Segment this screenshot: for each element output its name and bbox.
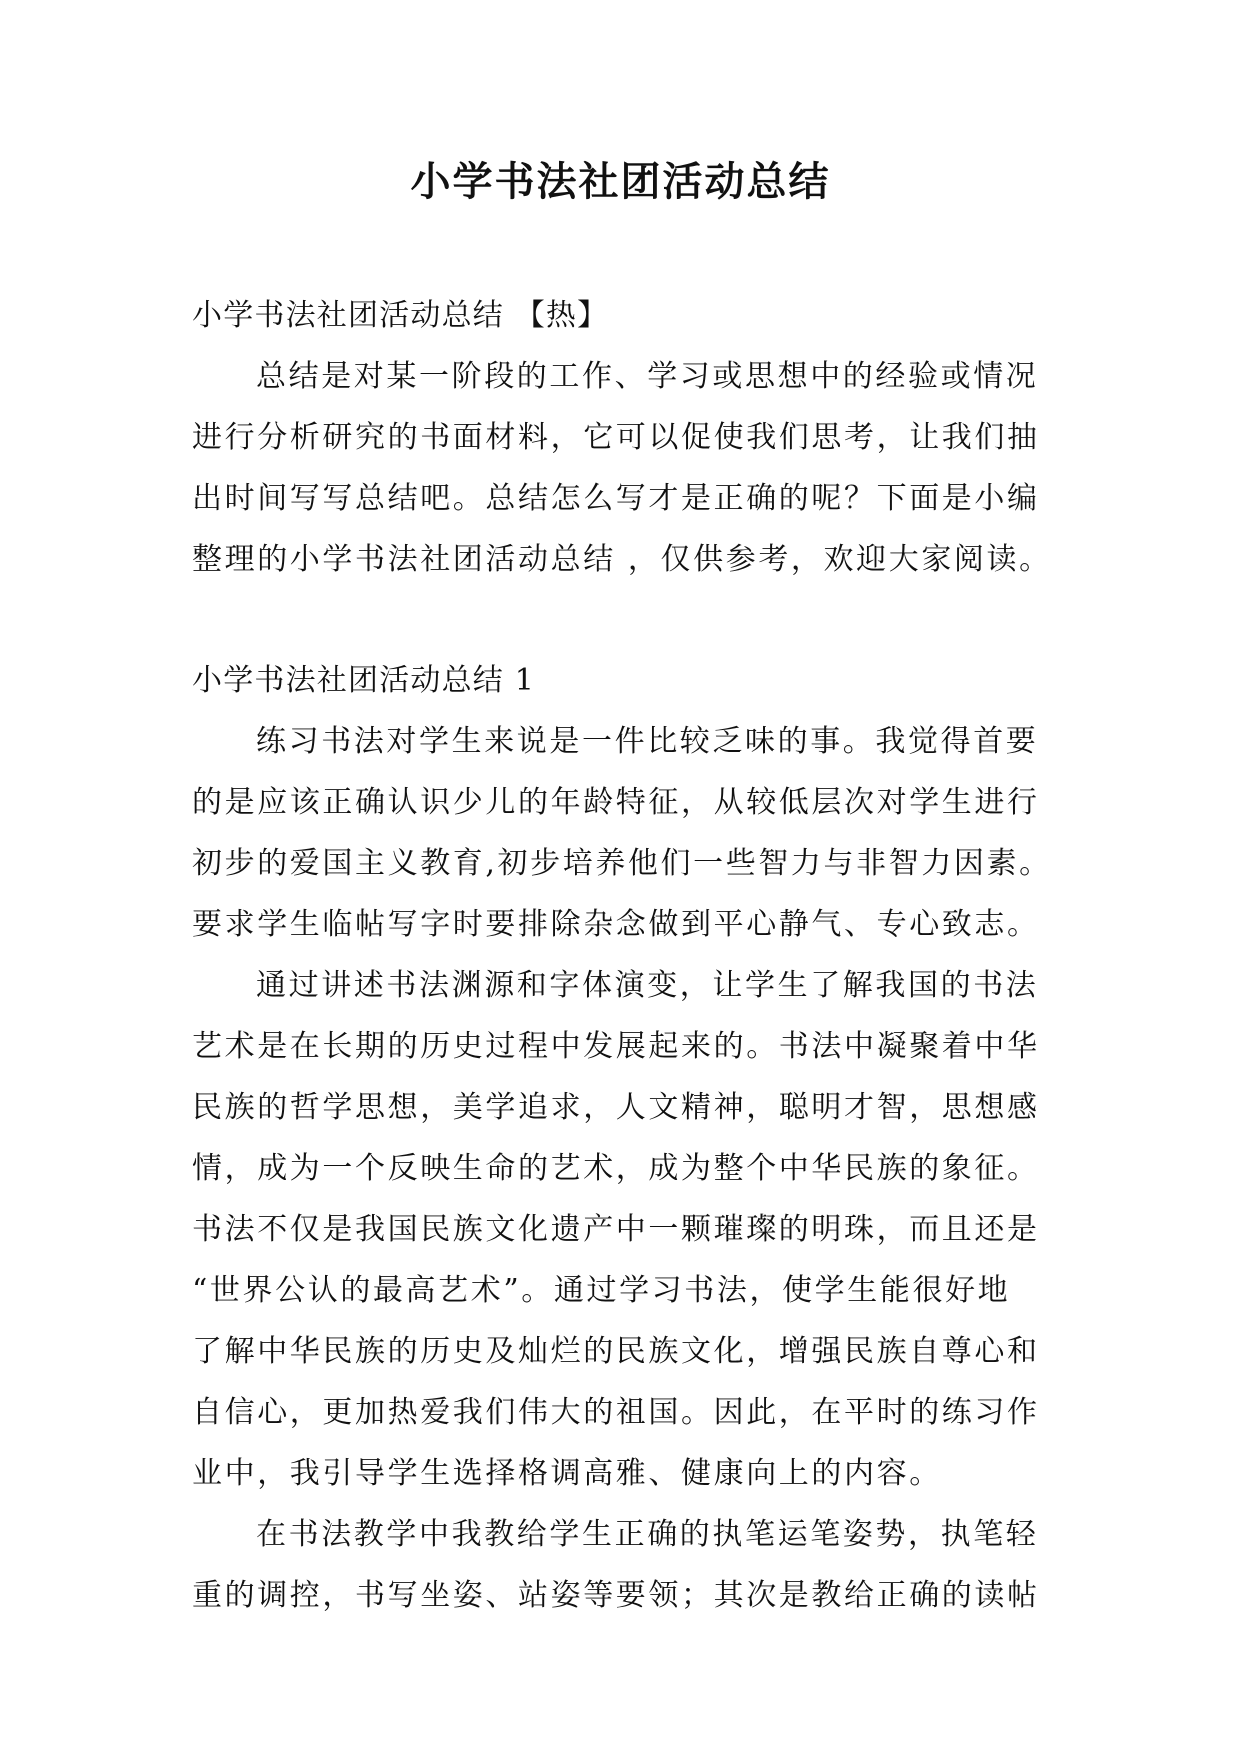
paragraph-line: 艺术是在长期的历史过程中发展起来的。书法中凝聚着中华 [192, 1029, 1040, 1064]
paragraph-line: 进行分析研究的书面材料，它可以促使我们思考，让我们抽 [192, 420, 1040, 455]
section-paragraph [192, 955, 1048, 1504]
intro-paragraph [192, 346, 1052, 590]
paragraph-line: 业中，我引导学生选择格调高雅、健康向上的内容。 [192, 1456, 942, 1491]
paragraph-line: 民族的哲学思想，美学追求，人文精神，聪明才智，思想感 [192, 1090, 1040, 1125]
paragraph-line: 要求学生临帖写字时要排除杂念做到平心静气、专心致志。 [192, 907, 1040, 942]
intro-heading: 小学书法社团活动总结 【热】 [192, 298, 609, 333]
paragraph-line: 总结是对某一阶段的工作、学习或思想中的经验或情况 [256, 359, 1039, 394]
paragraph-line: 通过讲述书法渊源和字体演变，让学生了解我国的书法 [256, 968, 1039, 1003]
paragraph-line: 重的调控，书写坐姿、站姿等要领；其次是教给正确的读帖 [192, 1578, 1040, 1613]
section-paragraph [192, 1504, 1048, 1626]
paragraph-line: 在书法教学中我教给学生正确的执笔运笔姿势，执笔轻 [256, 1517, 1039, 1552]
paragraph-line: 了解中华民族的历史及灿烂的民族文化，增强民族自尊心和 [192, 1334, 1040, 1369]
paragraph-line: 书法不仅是我国民族文化遗产中一颗璀璨的明珠，而且还是 [192, 1212, 1040, 1247]
document-body [192, 285, 1052, 1626]
paragraph-line: 出时间写写总结吧。总结怎么写才是正确的呢？下面是小编 [192, 481, 1040, 516]
section-heading: 小学书法社团活动总结 1 [192, 663, 536, 698]
paragraph-line: “世界公认的最高艺术”。通过学习书法，使学生能很好地 [192, 1273, 1011, 1308]
section-paragraph [192, 711, 1052, 955]
paragraph-line: 情，成为一个反映生命的艺术，成为整个中华民族的象征。 [192, 1151, 1040, 1186]
document-title: 小学书法社团活动总结 [410, 158, 831, 205]
section-spacer [192, 590, 1048, 650]
paragraph-line: 的是应该正确认识少儿的年龄特征，从较低层次对学生进行 [192, 785, 1040, 820]
paragraph-line: 练习书法对学生来说是一件比较乏味的事。我觉得首要 [256, 724, 1039, 759]
paragraph-line: 自信心，更加热爱我们伟大的祖国。因此，在平时的练习作 [192, 1395, 1040, 1430]
paragraph-line: 整理的小学书法社团活动总结 ，仅供参考，欢迎大家阅读。 [192, 542, 1052, 577]
paragraph-line: 初步的爱国主义教育,初步培养他们一些智力与非智力因素。 [192, 846, 1052, 881]
